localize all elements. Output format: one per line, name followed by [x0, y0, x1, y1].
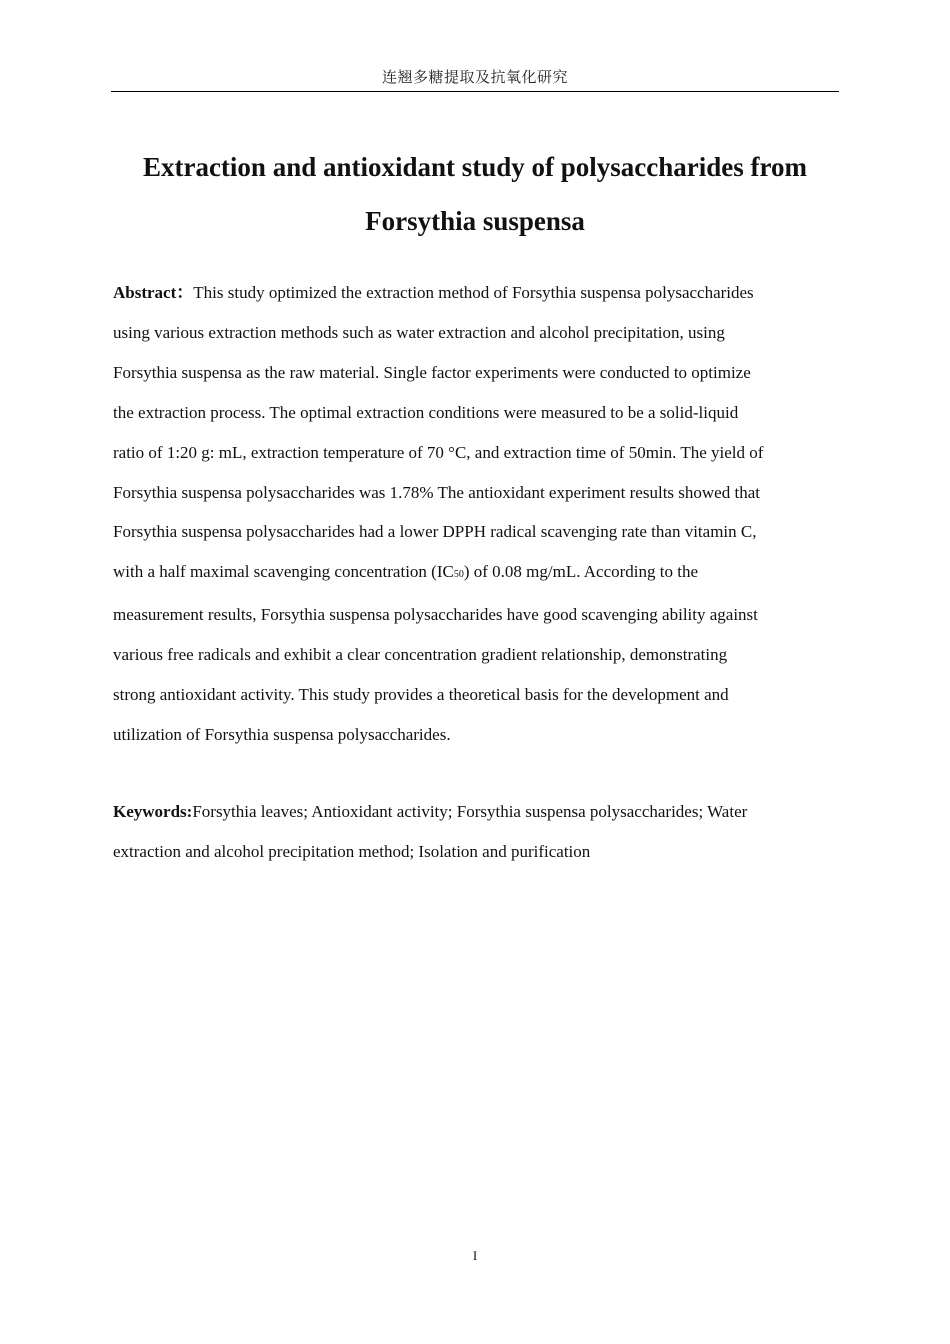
- abstract-line-1: [113, 273, 841, 313]
- keywords-text: Forsythia leaves; Antioxidant activity; Forsythia suspensa polysaccharides; Water: [192, 802, 748, 821]
- keywords-line-1: [113, 792, 841, 832]
- running-header: 连翘多糖提取及抗氧化研究: [381, 68, 568, 86]
- header-rule: [111, 91, 839, 92]
- abstract-line-3: Forsythia suspensa as the raw material. Single factor experiments were conducted to optimize: [113, 362, 751, 382]
- abstract-text: with a half maximal scavenging concentration (IC: [113, 562, 454, 582]
- abstract-line-5: ratio of 1:20 g: mL, extraction temperature of 70 °C, and extraction time of 50min. The yield of: [113, 442, 764, 462]
- abstract-text: This study optimized the extraction method of Forsythia suspensa polysaccharides: [193, 283, 754, 302]
- abstract-line-11: strong antioxidant activity. This study provides a theoretical basis for the development and: [113, 685, 729, 705]
- keywords-section: [113, 792, 841, 872]
- abstract-line-7: Forsythia suspensa polysaccharides had a lower DPPH radical scavenging rate than vitamin C,: [113, 522, 757, 542]
- abstract-line-12: utilization of Forsythia suspensa polysaccharides.: [113, 724, 451, 744]
- abstract-section: [113, 273, 841, 755]
- keywords-line-2: extraction and alcohol precipitation method; Isolation and purification: [113, 841, 591, 861]
- paper-title-line-2: Forsythia suspensa: [365, 206, 585, 236]
- ic50-subscript: 50: [453, 569, 464, 581]
- abstract-line-9: measurement results, Forsythia suspensa polysaccharides have good scavenging ability against: [113, 605, 758, 625]
- paper-title: [111, 140, 839, 248]
- abstract-line-8: [113, 552, 841, 595]
- abstract-label: Abstract：: [113, 283, 194, 302]
- page-number: I: [472, 1248, 478, 1263]
- keywords-label: Keywords:: [113, 802, 193, 821]
- abstract-line-4: the extraction process. The optimal extraction conditions were measured to be a solid-liquid: [113, 402, 739, 422]
- abstract-line-10: various free radicals and exhibit a clear concentration gradient relationship, demonstrating: [113, 645, 728, 665]
- abstract-text: ) of 0.08 mg/mL. According to the: [463, 562, 699, 582]
- abstract-line-2: using various extraction methods such as water extraction and alcohol precipitation, using: [113, 322, 725, 342]
- paper-title-line-1: Extraction and antioxidant study of polysaccharides from: [142, 152, 808, 182]
- abstract-line-6: Forsythia suspensa polysaccharides was 1.78% The antioxidant experiment results showed that: [113, 482, 760, 502]
